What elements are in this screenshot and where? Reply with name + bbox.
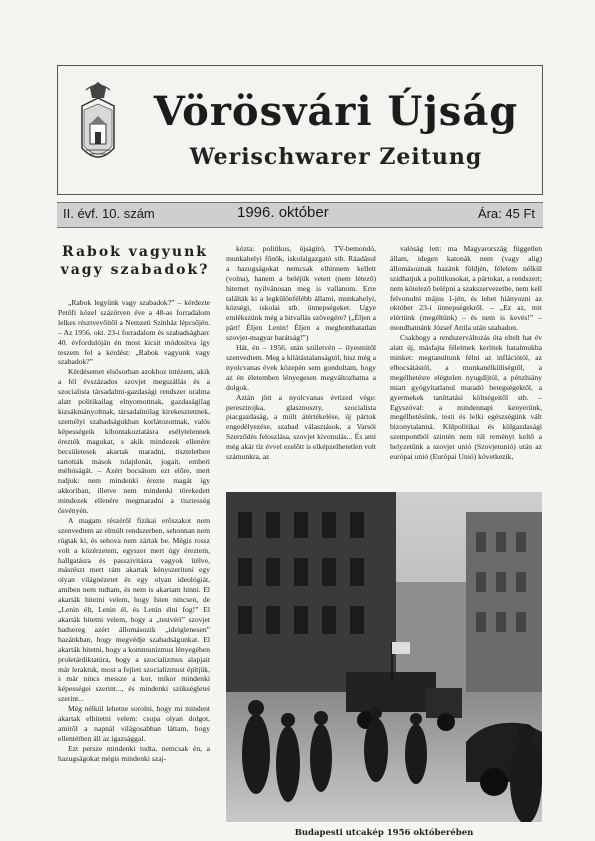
article-headline: Rabok vagyunk vagy szabadok? (60, 244, 210, 278)
issue-bar (57, 202, 543, 228)
paragraph: Kérdésemet elsősorban azokhoz intézem, akik a fél évszázados szovjet megszállás és a szocialista társadalmi-gazdasági rendszer uralma alatt politikailag elnyomottnak, gazdaságilag kizsákmányoltnak, társadalmilag kirekesztettnek, személyi szabadságukban korlátozottnak, valós képességeik kibontakoztatásra esélytelennek érezték magukat, s akik mindezek ellenére becsületesek akartak maradni, tiszteletben tartották mások tulajdonát, jogait, emberi méltóságát. – Azért bocsátom ezt előre, mert tudjuk: nem mindenki érezte magát így akkoriban, illetve nem mindenki törekedett mindezek ellenére megmaradni a tisztesség ösvényén. (58, 367, 210, 516)
paragraph: Aztán jött a nyolcvanas évtized vége: peresztrojka, glasznoszty, szocialista piacgazdaság, a múlt átértékelése, új pártok engedélyezése, szabad választások, a Varsói Szerződés feloszlása, szovjet kivonulás... És ami még akár tíz évvel ezelőtt is elképzelhetetlen volt számunkra, az (226, 392, 376, 462)
masthead (57, 65, 543, 195)
paragraph: valóság lett: ma Magyarország független állam, idegen katonák nem (vagy alig) állomásoznak hazánk földjén, félelem nélkül szidhatjuk a politikusokat, a pártokat, a rendszert; nem kötelező belépni a szakszervezetbe, nem kell felvonulni május 1-jén, és lehet hiányozni az október 23-i ünnepségekről. – „Ez az, mit elértünk (megéltünk) – és nem is kevés!” – mondhatnánk József Attila után szabadon. (390, 244, 542, 333)
paragraph: Hát, én – 1956. után születvén – ilyesmitől szenvedtem. Meg a kilátástalanságtól, hisz még a nyolcvanas évek közepén sem gondoltam, hogy az én életemben lényegesen megváltozhatna a dolgok. (226, 343, 376, 392)
issue-number: II. évf. 10. szám (63, 206, 155, 221)
paragraph: Még nélkül lehetne sorolni, hogy mi mindent akartak elhitetni velem: csupa olyan dolgot, amiről a napnál világosabban láttam, hogy ellentétben áll az igazsággal. (58, 704, 210, 743)
paragraph: „Rabok legyünk vagy szabadok?” – kérdezte Petőfi közel százötven éve a 48-as forradalom lelkes résztvevőitől a Nemzeti Színház lépcsőjén. – Az 1956. okt. 23-i forradalom és szabadságharc 40. évfordulóján én most kicsit módosítva így teszem fel a kérdést: „Rabok vagyunk vagy szabadok?” (58, 298, 210, 367)
newspaper-subtitle: Werischwarer Zeitung (189, 144, 483, 170)
coat-of-arms-icon (74, 78, 122, 170)
street-photo (226, 492, 542, 822)
paragraph: kózta: politikus, újságíró, TV-bemondó, munkahelyi főnök, iskolaigazgató stb. Ráadásul a hazugságokat nemcsak elhinnem kellett (volna), hanem a beléjük vetett (nem létező) hitemet nyilvánosan meg is vallanom. Erre találták ki a legkülönfélébb állami, munkahelyi, községi, iskolai stb. ünnepségeket. Ugye emlékszünk még a hitvallás szövegére? („Éljen a párt! Éljen Lenin! Éljen a megbonthatatlan szovjet-magyar barátság!”) (226, 244, 376, 343)
article-column-3 (390, 244, 542, 496)
photo-image (226, 492, 542, 822)
article-column-2 (226, 244, 376, 492)
paragraph: Ezt persze mindenki tudta, nemcsak én, a hazugságokat mégis mindenki szaj- (58, 743, 210, 763)
paragraph: Csakhogy a rendszerváltozás óta eltelt hat év alatt új, másfajta félelmek keríttek hatalmukba minket: megtanultunk félni az inflációtól, az elbocsátástól, a munkanélküliségtől, a megélhetésre elégtelen nyugdíjtól, a pénzhiány miatt gyógyítatlanul maradó betegségektől, a gyermekek taníttatási költségeitől stb. – Egyszóval: a mindennapi kenyerünk, megélhetésünk, testi és lelki egészségünk vált bizonytalanná. Külpolitikai és külgazdasági szempontból szintén nem túl reményt keltő a helyzetünk a szovjet unió (Szovjetunió) után az európai unió (Európai Unió) következik, (390, 333, 542, 462)
issue-price: Ára: 45 Ft (477, 206, 535, 221)
newspaper-title: Vörösvári Újság (153, 88, 519, 135)
issue-date: 1996. október (237, 204, 329, 221)
photo-caption: Budapesti utcakép 1956 októberében (294, 828, 474, 838)
paragraph: A magam részéről fizikai erőszakot nem szenvedtem az elmúlt rendszerben, sehonnan nem rúgtak ki, és sehova nem zártak be. Mégis rossz volt a közérzetem, egyszer mert úgy éreztem, hallgatásra és passzivitásra vagyok ítélve, másrészt mert rám akartak kényszeríteni egy olyan világnézetet és egy olyan ideológiát, amiben nem tudtam, és nem is akartam hinni. El akarták hitetni velem, hogy Isten nincsen, de „Lenin élt, Lenin él, és Lenin élni fog!” El akarták hitetni velem, hogy a „testvéri” szovjet hadsereg azért állomásozik „ideiglenesen” hazánkban, hogy megvédje szabadságunkat. El akarták hitetni, hogy a kommunizmus lényegében proletárdiktatúra, hogy a szocializmus alapjait már leraktuk, most a fejlett szocializmust építjük, s már nincs messze a kor, mikor mindenki képességei szerint..., és mindenki szükségletei szerint... (58, 515, 210, 704)
article-column-1 (58, 298, 210, 818)
